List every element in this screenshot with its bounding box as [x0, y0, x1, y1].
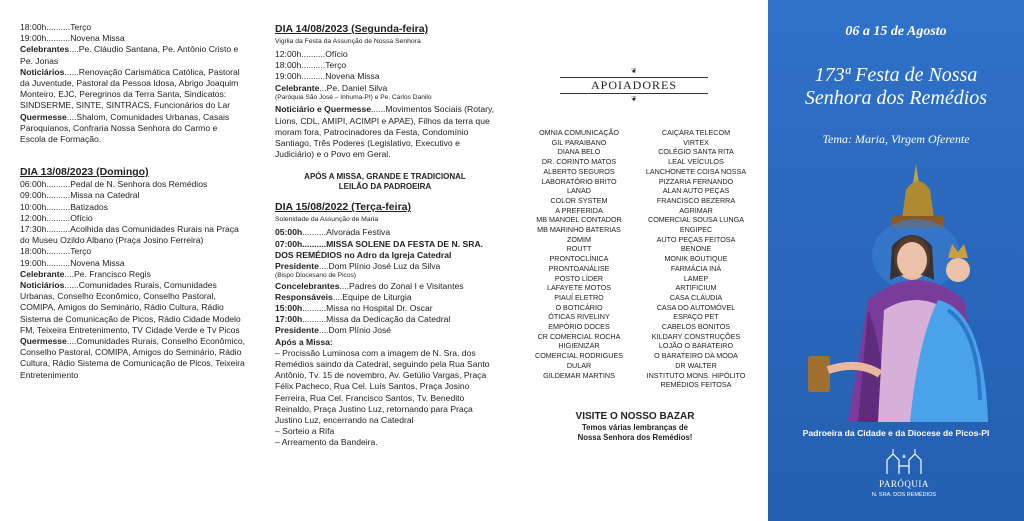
- schedule-line: 17:00h..........Missa da Dedicação da Catedral: [275, 314, 451, 325]
- sponsor-name: LABORATÓRIO BRITO: [541, 176, 617, 186]
- our-lady-statue-image: [788, 160, 1004, 422]
- schedule-line: 06:00h..........Pedal de N. Senhora dos Remédios: [20, 179, 208, 190]
- sponsor-name: COLOR SYSTEM: [550, 195, 608, 205]
- sponsor-name: ARTIFICIUM: [675, 283, 717, 293]
- sponsor-name: MB MARINHO BATERIAS: [537, 225, 621, 235]
- sponsor-name: DULAR: [566, 360, 592, 370]
- parish-subname: N. SRA. DOS REMÉDIOS: [871, 492, 937, 499]
- sponsor-name: ÓTICAS RIVELINY: [548, 312, 610, 322]
- schedule-line: 18:00h..........Terço: [275, 60, 347, 71]
- sponsor-name: CABELOS BONITOS: [661, 322, 731, 332]
- ornament-icon: ❦: [631, 68, 637, 75]
- leilao-line-1: APÓS A MISSA, GRANDE E TRADICIONAL: [304, 172, 466, 182]
- cover-padroeira: Padroeira da Cidade e da Diocese de Picos-PI: [802, 428, 990, 438]
- day-title-15: DIA 15/08/2022 (Terça-feira): [275, 201, 411, 214]
- sponsor-name: POSTO LÍDER: [554, 273, 604, 283]
- presidente-note: (Bispo Diocesano de Picos): [275, 272, 356, 280]
- sponsor-name: KILDARY CONSTRUÇÕES: [651, 331, 741, 341]
- sponsor-name: AUTO PEÇAS FEITOSA: [656, 234, 736, 244]
- sponsor-name: PIAUÍ ELETRO: [554, 292, 604, 302]
- schedule-line: 05:00h..........Alvorada Festiva: [275, 227, 391, 238]
- noticiarios-text: Noticiários......Renovação Carismática Católica, Pastoral da Juventude, Pastoral da Pessoa Idosa, Abrigo Joaquim Monteiro, EJC, Peregrinos da Terra Santa, Sindicatos: SINDSERME, SINTE, SINTRACS, Funcionários do Lar: [20, 66, 240, 111]
- sponsor-name: BENONE: [680, 244, 712, 254]
- bazar-block: [540, 410, 730, 443]
- sponsor-name: HIGIENIZAR: [558, 341, 600, 351]
- sponsor-name: ALAN AUTO PEÇAS: [662, 186, 730, 196]
- sponsor-name: O BARATEIRO DA MODA: [654, 351, 738, 361]
- parish-logo: [868, 448, 940, 502]
- sponsor-name: CAIÇARA TELECOM: [661, 128, 731, 137]
- schedule-column-2: [275, 22, 495, 521]
- quermesse-text: Quermesse....Comunidades Rurais, Conselho Econômico, Conselho Pastoral, COMIPA, Amigos do Seminário, Rádio Cultura, Rádio Sistema de Comunicação de Picos, Teixeira Entretenimento: [20, 336, 245, 380]
- sponsors-list-right: [640, 128, 752, 390]
- sponsor-name: ENGIPEC: [679, 225, 713, 235]
- schedule-line: 12:00h..........Ofício: [275, 49, 348, 59]
- sponsor-name: EMPÓRIO DOCES: [548, 322, 610, 332]
- sponsor-name: INSTITUTO MONS. HIPÓLITO: [646, 370, 746, 380]
- celebrante-text: Celebrante...Pe. Daniel Silva: [275, 82, 388, 93]
- schedule-line: 19:00h..........Novena Missa: [20, 33, 125, 44]
- sponsor-name: LANAD: [567, 186, 591, 196]
- sponsor-name: DR. CORINTO MATOS: [541, 157, 617, 167]
- day-title-13: DIA 13/08/2023 (Domingo): [20, 166, 149, 179]
- sponsor-name: LAFAYETE MOTOS: [546, 283, 612, 293]
- sponsor-name: LAMEP: [683, 273, 709, 283]
- sponsor-name: FRANCISCO BEZERRA: [656, 195, 736, 205]
- bandeira-text: – Arreamento da Bandeira.: [275, 437, 378, 448]
- bazar-line: Nossa Senhora dos Remédios!: [577, 433, 693, 442]
- responsaveis-text: Responsáveis....Equipe de Liturgia: [275, 291, 412, 302]
- sponsor-name: MB MANOEL CONTADOR: [536, 215, 622, 225]
- missa-solene-line: 07:00h..........MISSA SOLENE DA FESTA DE N. SRA. DOS REMÉDIOS no Adro da Igreja Catedral: [275, 238, 484, 260]
- sponsor-name: ESPAÇO PET: [673, 312, 719, 322]
- sponsor-name: LOJÃO O BARATEIRO: [658, 341, 734, 351]
- leilao-line-2: LEILÃO DA PADROEIRA: [338, 182, 432, 192]
- sponsor-name: COMERCIAL SOUSA LUNGA: [648, 215, 744, 225]
- cover-panel: [768, 0, 1024, 521]
- celebrante-text: Celebrante....Pe. Francisco Regis: [20, 268, 151, 279]
- sponsor-name: ZOMIM: [567, 234, 591, 244]
- cathedral-icon: [881, 448, 927, 474]
- ornament-icon: ❦: [631, 96, 637, 104]
- sponsor-name: ALBERTO SEGUROS: [543, 166, 615, 176]
- schedule-line: 10:00h..........Batizados: [20, 201, 108, 212]
- sponsor-name: CASA CLÁUDIA: [669, 292, 723, 302]
- celebrante-note: (Paróquia São José – Inhuma-PI) e Pe. Carlos Danilo: [275, 93, 432, 101]
- quermesse-text: Quermesse....Shalom, Comunidades Urbanas, Casais Paroquianos, Confraria Nossa Senhora do Carmo e Escola de Formação.: [20, 111, 230, 145]
- sponsor-name: CR COMERCIAL ROCHA: [537, 331, 621, 341]
- sponsor-name: GIL PARAIBANO: [551, 137, 607, 147]
- sponsor-name: A PREFERIDA: [555, 205, 603, 215]
- cover-title: 173ª Festa de Nossa Senhora dos Remédios: [804, 64, 988, 109]
- schedule-line: 19:00h..........Novena Missa: [275, 71, 380, 82]
- cover-theme: Tema: Maria, Virgem Oferente: [822, 132, 970, 146]
- bazar-title: VISITE O NOSSO BAZAR: [575, 411, 695, 422]
- sponsor-name: AGRIMAR: [679, 205, 713, 215]
- sponsor-name: PIZZARIA FERNANDO: [658, 176, 734, 186]
- acolhida-text: 17:30h..........Acolhida das Comunidades Rurais na Praça do Museu Ozildo Albano (Praça Josino Ferreira): [20, 224, 239, 246]
- sponsors-title: APOIADORES: [590, 78, 677, 92]
- sponsors-list-left: [524, 128, 634, 380]
- sponsor-name: COMERCIAL RODRIGUES: [535, 351, 623, 361]
- sponsor-name: OMNIA COMUNICAÇÃO: [539, 128, 619, 137]
- sponsor-name: DIANA BELO: [557, 147, 601, 157]
- sponsor-name: DR WALTER: [675, 360, 717, 370]
- schedule-line: 12:00h..........Ofício: [20, 212, 93, 223]
- rifa-text: – Sorteio a Rifa: [275, 426, 335, 437]
- sponsor-name: FARMÁCIA INÁ: [670, 263, 722, 273]
- day-subtitle: Solenidade da Assunção de Maria: [275, 216, 379, 224]
- presidente-text: Presidente....Dom Plínio José: [275, 325, 392, 336]
- sponsor-name: PRONTOCLÍNICA: [549, 254, 609, 264]
- parish-name: PARÓQUIA: [879, 479, 929, 490]
- sponsor-name: ROUTT: [566, 244, 592, 254]
- sponsor-name: PRONTOANÁLISE: [548, 263, 610, 273]
- day-title-14: DIA 14/08/2023 (Segunda-feira): [275, 23, 429, 35]
- noticiario-quermesse-text: Noticiário e Quermesse......Movimentos Sociais (Rotary, Lions, CDL, AMIPI, ACIMPI e APAE), Filhos da terra que moram fora, Patrocinadores da Festa, Condomínio Santiago, Três Poderes (Legislativo, Executivo e Judiciário) e o Povo em Geral.: [275, 104, 495, 160]
- procissao-text: – Procissão Luminosa com a imagem de N. Sra. dos Remédios saindo da Catedral, seguindo pela Rua Santo Antônio, Tv. 15 de novembro, Av. Getúlio Vargas, Praça Félix Pacheco, Rua Cel. Luís Santos, Praça Josino Ferreira, Rua Cel. Francisco Santos, Tv. Benedito Reinaldo, Praça Justino Luz, retornando para Praça Justino Luz, encerrando na Catedral: [275, 347, 490, 426]
- schedule-line: 19:00h..........Novena Missa: [20, 257, 125, 268]
- sponsor-name: GILDEMAR MARTINS: [543, 370, 615, 380]
- bazar-line: Temos várias lembranças de: [581, 423, 689, 432]
- schedule-line: 18:00h..........Terço: [20, 22, 92, 32]
- schedule-line: 09:00h..........Missa na Catedral: [20, 190, 140, 201]
- sponsor-name: VIRTEX: [683, 137, 709, 147]
- sponsor-name: CASA DO AUTOMÓVEL: [656, 302, 736, 312]
- schedule-column-1: [20, 22, 245, 521]
- concelebrantes-text: Concelebrantes....Padres do Zonal I e Visitantes: [275, 280, 464, 291]
- sponsor-name: REMÉDIOS FEITOSA: [660, 380, 732, 390]
- sponsor-name: O BOTICÁRIO: [555, 302, 603, 312]
- sponsor-name: LEAL VEÍCULOS: [668, 157, 724, 167]
- celebrantes-text: Celebrantes....Pe. Cláudio Santana, Pe. Antônio Cristo e Pe. Jonas: [20, 44, 239, 66]
- sponsors-header: [560, 68, 708, 103]
- schedule-line: 18:00h..........Terço: [20, 246, 92, 257]
- cover-date: 06 a 15 de Agosto: [845, 24, 947, 39]
- schedule-line: 15:00h..........Missa no Hospital Dr. Oscar: [275, 303, 433, 314]
- apos-missa-label: Após a Missa:: [275, 336, 333, 347]
- presidente-text: Presidente....Dom Plínio José Luz da Silva: [275, 260, 441, 271]
- sponsor-name: MONIK BOUTIQUE: [664, 254, 728, 264]
- sponsors-column: [510, 0, 760, 521]
- sponsor-name: LANCHONETE COISA NOSSA: [645, 166, 747, 176]
- sponsor-name: COLÉGIO SANTA RITA: [658, 147, 734, 157]
- noticiarios-text: Noticiários......Comunidades Rurais, Comunidades Urbanas, Conselho Econômico, Conselho Pastoral, COMIPA, Amigos do Seminário, Rádio Cultura, Rádio Sistema de Comunicação de Picos, Rádio Cidade Modelo FM, Teixeira Entretenimento, TV Cidade Verde e Tv Picos: [20, 280, 241, 335]
- day-subtitle: Vigília da Festa da Assunção de Nossa Senhora: [275, 38, 421, 45]
